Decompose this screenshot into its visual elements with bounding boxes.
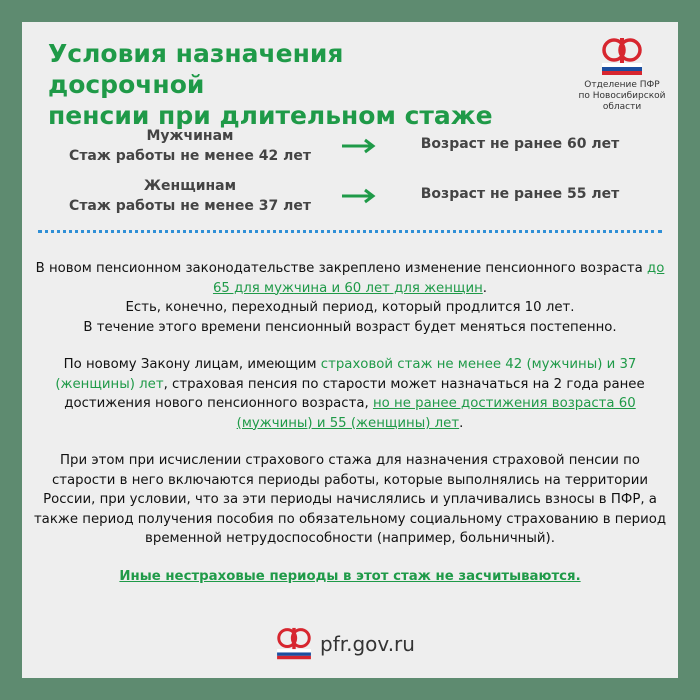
final-note: Иные нестраховые периоды в этот стаж не засчитываются. [119, 568, 581, 584]
condition-women-result: Возраст не ранее 55 лет [420, 186, 620, 202]
p2-text-e: . [459, 415, 464, 431]
paragraph-2 [32, 355, 668, 433]
condition-women-who: Женщинам [143, 178, 237, 194]
pfr-logo-block [567, 36, 677, 113]
p2-text-c: , страховая пенсия по старости может назначаться на 2 года ранее достижения нового пенсионного возраста, [64, 376, 645, 411]
page-title [48, 38, 508, 131]
paragraph-3: При этом при исчислении страхового стажа для назначения страховой пенсии по старости в него включаются периоды работы, которые выполнялись на территории России, при условии, что за эти периоды начислялись и уплачивались взносы в ПФР, а также период получения пособия по обязательному социальному страхованию в период временной нетрудоспособности (например, больничный). [33, 453, 667, 546]
title-line-1: Условия назначения досрочной [48, 39, 344, 99]
info-card [22, 22, 678, 678]
condition-women-requirement: Стаж работы не менее 37 лет [69, 198, 311, 214]
condition-women-left [50, 176, 330, 216]
arrow-right-icon [340, 138, 380, 154]
p2-highlight-stage: страховой стаж не менее 42 (мужчины) и 37 (женщины) лет [55, 357, 637, 392]
p1-text-c: . [482, 280, 488, 296]
condition-men-who: Мужчинам [146, 128, 234, 144]
dotted-divider [38, 230, 662, 233]
logo-text-line-1: Отделение ПФР [584, 80, 660, 90]
pfr-logo-icon [596, 36, 648, 78]
logo-text-line-2: по Новосибирской [578, 91, 666, 101]
logo-text-line-3: области [602, 102, 642, 112]
condition-men-requirement: Стаж работы не менее 42 лет [69, 148, 311, 164]
condition-men-result: Возраст не ранее 60 лет [420, 136, 620, 152]
title-line-2: пенсии при длительном стаже [48, 101, 493, 130]
p1-text-d: Есть, конечно, переходный период, который продлится 10 лет. [125, 300, 575, 315]
p2-text-a: По новому Закону лицам, имеющим [63, 357, 321, 372]
pfr-logo-icon [272, 624, 316, 664]
paragraph-1 [32, 259, 668, 337]
p1-text-a: В новом пенсионном законодательстве закреплено изменение пенсионного возраста [35, 261, 648, 276]
pfr-logo-text [567, 80, 677, 113]
p1-text-e: В течение этого времени пенсионный возраст будет меняться постепенно. [83, 319, 617, 335]
p1-highlight-age: до 65 для мужчина и 60 лет для женщин [212, 261, 665, 296]
condition-row-men [22, 126, 678, 166]
arrow-right-icon [340, 188, 380, 204]
condition-men-left [50, 126, 330, 166]
p2-highlight-limit: но не ранее достижения возраста 60 (мужчины) и 55 (женщины) лет [236, 396, 636, 431]
condition-row-women [22, 176, 678, 216]
website-link[interactable]: pfr.gov.ru [320, 632, 415, 656]
body-text [32, 259, 668, 604]
